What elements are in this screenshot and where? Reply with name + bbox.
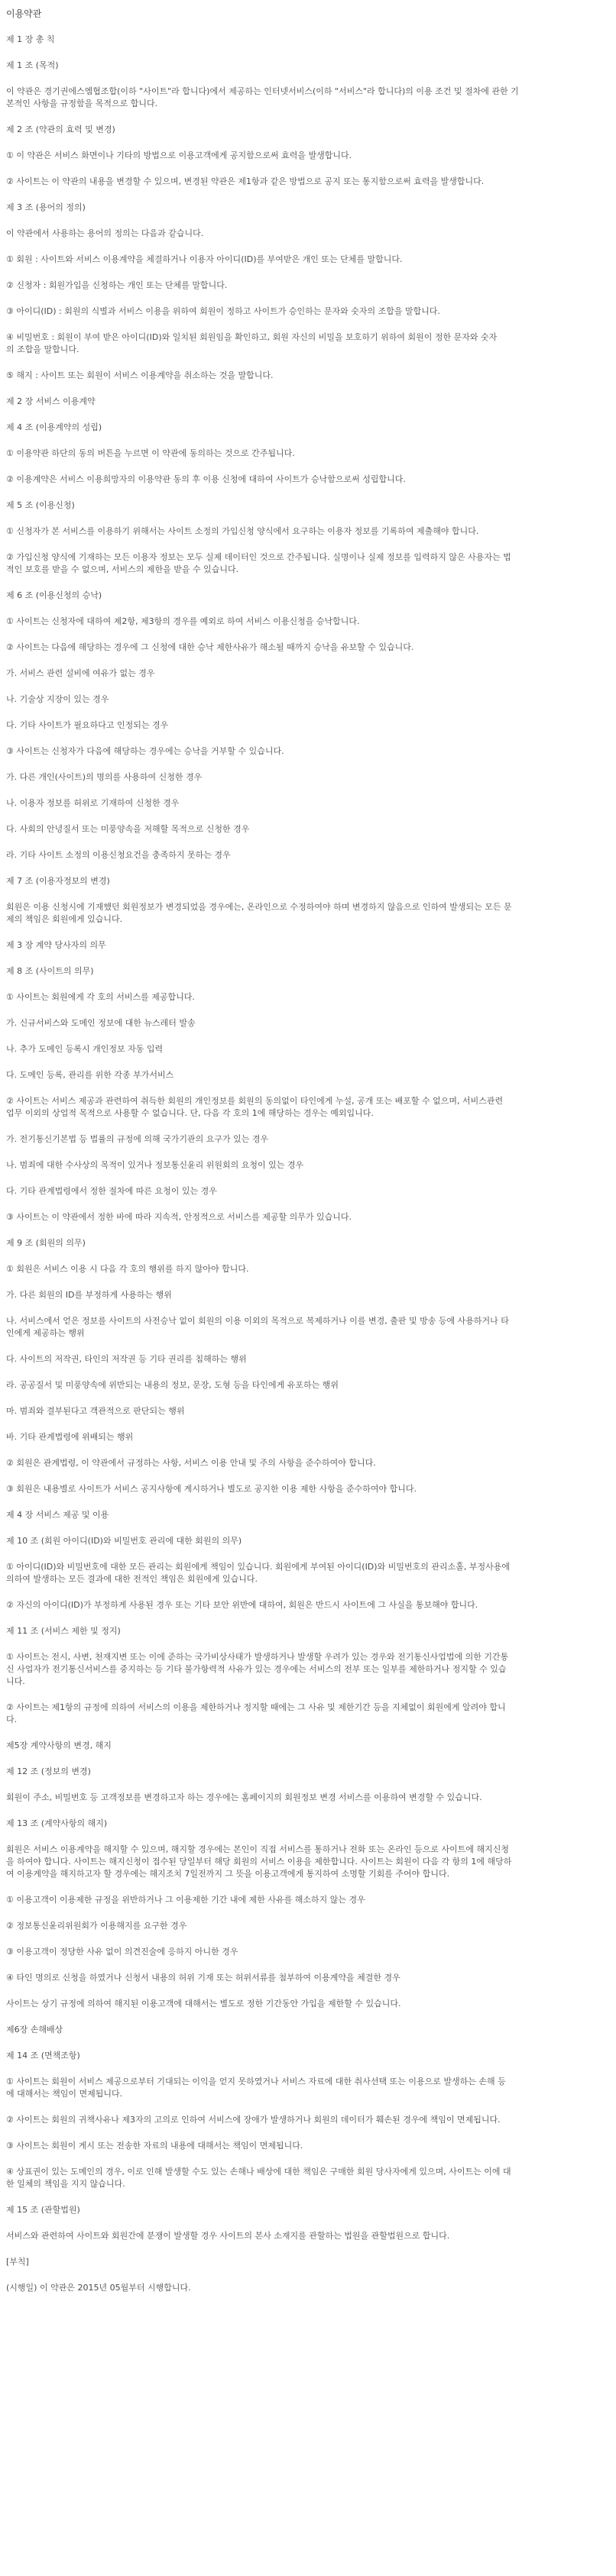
paragraph-line: ① 이용고객이 이용제한 규정을 위반하거나 그 이용제한 기간 내에 제한 사유를 해소하지 않는 경우 (6, 1895, 365, 1905)
paragraph-line: 제 1 장 총 칙 (6, 34, 55, 44)
paragraph-line: ① 신청자가 본 서비스를 이용하기 위해서는 사이트 소정의 가입신청 양식에서 요구하는 이용자 정보를 기록하여 제출해야 합니다. (6, 526, 479, 536)
terms-paragraph (6, 2204, 598, 2216)
terms-paragraph (6, 370, 598, 382)
paragraph-line: 본적인 사항을 규정함을 목적으로 합니다. (6, 99, 158, 108)
terms-paragraph (6, 1702, 598, 1726)
paragraph-line: 신 사업자가 전기통신서비스를 중지하는 등 기타 불가항력적 사유가 있는 경우에는 서비스의 전부 또는 일부를 제한하거나 정지할 수 있습 (6, 1664, 507, 1674)
terms-paragraph (6, 823, 598, 836)
terms-paragraph (6, 1133, 598, 1146)
terms-paragraph (6, 797, 598, 810)
paragraph-line: ③ 사이트는 신청자가 다음에 해당하는 경우에는 승낙을 거부할 수 있습니다. (6, 746, 284, 756)
paragraph-line: 마. 범죄와 결부된다고 객관적으로 판단되는 행위 (6, 1406, 185, 1416)
paragraph-line: ③ 회원은 내용별로 사이트가 서비스 공지사항에 게시하거나 별도로 공지한 이용 제한 사항을 준수하여야 합니다. (6, 1484, 417, 1494)
terms-paragraph (6, 1185, 598, 1198)
terms-paragraph (6, 202, 598, 214)
paragraph-line: 제 11 조 (서비스 제한 및 정지) (6, 1626, 121, 1636)
terms-paragraph (6, 34, 598, 46)
terms-paragraph (6, 745, 598, 758)
terms-paragraph (6, 1379, 598, 1391)
paragraph-line: 제 14 조 (면책조항) (6, 2051, 80, 2060)
paragraph-line: 제 7 조 (이용자정보의 변경) (6, 876, 110, 886)
paragraph-line: [부칙] (6, 2257, 29, 2267)
terms-paragraph (6, 875, 598, 887)
terms-paragraph (6, 1237, 598, 1249)
terms-paragraph (6, 991, 598, 1004)
paragraph-line: 다. (6, 1715, 18, 1724)
paragraph-line: 제 2 장 서비스 이용계약 (6, 396, 96, 406)
terms-paragraph (6, 1289, 598, 1301)
paragraph-line: 나. 기술상 지장이 있는 경우 (6, 694, 109, 704)
terms-paragraph (6, 719, 598, 732)
terms-paragraph (6, 150, 598, 162)
terms-paragraph (6, 939, 598, 952)
terms-paragraph (6, 1920, 598, 1932)
paragraph-line: 나. 서비스에서 얻은 정보를 사이트의 사전승낙 없이 회원의 이용 이외의 목적으로 복제하거나 이를 변경, 출판 및 방송 등에 사용하거나 타 (6, 1316, 509, 1326)
paragraph-line: 에 대해서는 책임이 면제됩니다. (6, 2089, 123, 2099)
paragraph-line: ② 이용계약은 서비스 이용희망자의 이용약관 동의 후 이용 신청에 대하여 사이트가 승낙함으로써 성립합니다. (6, 474, 406, 484)
terms-paragraph (6, 1211, 598, 1223)
paragraph-line: 다. 기타 관계법령에서 정한 절차에 따른 요청이 있는 경우 (6, 1186, 217, 1196)
paragraph-line: ① 사이트는 회원이 서비스 제공으로부터 기대되는 이익을 얻지 못하였거나 서비스 자료에 대한 취사선택 또는 이용으로 발생하는 손해 등 (6, 2077, 506, 2086)
paragraph-line: 가. 다른 회원의 ID를 부정하게 사용하는 행위 (6, 1290, 172, 1300)
paragraph-line: ③ 사이트는 회원이 게시 또는 전송한 자료의 내용에 대해서는 책임이 면제됩니다. (6, 2141, 303, 2151)
terms-paragraph (6, 1405, 598, 1417)
terms-paragraph (6, 2166, 598, 2190)
paragraph-line: 이 약관은 경기권에스엠협조합(이하 "사이트"라 합니다)에서 제공하는 인터넷서비스(이하 "서비스"라 합니다)의 이용 조건 및 절차에 관한 기 (6, 86, 519, 96)
terms-paragraph (6, 280, 598, 292)
paragraph-line: 제 12 조 (정보의 변경) (6, 1766, 91, 1776)
paragraph-line: 적인 보호를 받을 수 없으며, 서비스의 제한을 받을 수 있습니다. (6, 564, 239, 574)
terms-paragraph (6, 331, 598, 356)
paragraph-line: ① 이용약관 하단의 동의 버튼을 누르면 이 약관에 동의하는 것으로 간주됩니다. (6, 448, 295, 458)
terms-paragraph (6, 1483, 598, 1495)
terms-paragraph (6, 60, 598, 72)
terms-paragraph (6, 642, 598, 654)
paragraph-line: 사이트는 상기 규정에 의하여 해지된 이용고객에 대해서는 별도로 정한 기간동안 가입을 제한할 수 있습니다. (6, 1999, 401, 2009)
paragraph-line: ② 신청자 : 회원가입을 신청하는 개인 또는 단체를 말합니다. (6, 280, 228, 290)
paragraph-line: 제 4 조 (이용계약의 성립) (6, 422, 102, 432)
terms-paragraph (6, 254, 598, 266)
terms-paragraph (6, 1457, 598, 1469)
terms-paragraph (6, 2024, 598, 2036)
terms-paragraph (6, 1651, 598, 1688)
terms-paragraph (6, 1792, 598, 1804)
paragraph-line: 을 하여야 합니다. 사이트는 해지신청이 접수된 당일부터 해당 회원의 서비스 이용을 제한합니다. 사이트는 회원이 다음 각 항의 1에 해당하 (6, 1857, 512, 1867)
document-title (6, 8, 598, 20)
terms-paragraph (6, 124, 598, 136)
paragraph-line: ② 회원은 관계법령, 이 약관에서 규정하는 사항, 서비스 이용 안내 및 주의 사항을 준수하여야 합니다. (6, 1458, 376, 1468)
paragraph-line: 제 2 조 (약관의 효력 및 변경) (6, 124, 115, 134)
terms-paragraph (6, 551, 598, 576)
terms-paragraph (6, 448, 598, 460)
terms-paragraph (6, 965, 598, 978)
terms-paragraph (6, 525, 598, 538)
terms-paragraph (6, 1263, 598, 1275)
paragraph-line: 가. 전기통신기본법 등 법률의 규정에 의해 국가기관의 요구가 있는 경우 (6, 1134, 269, 1144)
terms-paragraph (6, 1315, 598, 1340)
paragraph-line: 의 조합을 말합니다. (6, 344, 79, 354)
terms-paragraph (6, 1766, 598, 1778)
terms-paragraph (6, 176, 598, 188)
paragraph-line: 나. 범죄에 대한 수사상의 목적이 있거나 정보통신윤리 위원회의 요청이 있는 경우 (6, 1160, 304, 1170)
paragraph-line: 업무 이외의 상업적 목적으로 사용할 수 없습니다. 단, 다음 각 호의 1에 해당하는 경우는 예외입니다. (6, 1108, 374, 1118)
terms-paragraph (6, 2256, 598, 2268)
paragraph-line: ③ 이용고객이 정당한 사유 없이 의견진술에 응하지 아니한 경우 (6, 1947, 238, 1957)
paragraph-line: 제 5 조 (이용신청) (6, 500, 75, 510)
terms-paragraph (6, 1353, 598, 1366)
paragraph-line: 서비스와 관련하여 사이트와 회원간에 분쟁이 발생할 경우 사이트의 본사 소재지를 관할하는 법원을 관할법원으로 합니다. (6, 2231, 450, 2241)
paragraph-line: ② 정보통신윤리위원회가 이용해지를 요구한 경우 (6, 1921, 187, 1931)
paragraph-line: 가. 신규서비스와 도메인 정보에 대한 뉴스레터 발송 (6, 1018, 196, 1028)
paragraph-line: 제 9 조 (회원의 의무) (6, 1238, 86, 1248)
paragraph-line: 한 일체의 책임을 지지 않습니다. (6, 2179, 125, 2189)
paragraph-line: ③ 아이디(ID) : 회원의 식별과 서비스 이용을 위하여 회원이 정하고 사이트가 승인하는 문자와 숫자의 조합을 말합니다. (6, 306, 440, 316)
paragraph-line: ④ 타인 명의로 신청을 하였거나 신청서 내용의 허위 기재 또는 허위서류를 첨부하여 이용계약을 체결한 경우 (6, 1973, 400, 1983)
paragraph-line: ② 가입신청 양식에 기재하는 모든 이용자 정보는 모두 실제 데이터인 것으로 간주됩니다. 실명이나 실제 정보를 입력하지 않은 사용자는 법 (6, 552, 511, 562)
terms-paragraph (6, 693, 598, 706)
paragraph-line: 제 8 조 (사이트의 의무) (6, 966, 94, 976)
paragraph-line: 의하여 발생하는 모든 결과에 대한 전적인 책임은 회원에게 있습니다. (6, 1574, 258, 1584)
terms-paragraph (6, 1599, 598, 1611)
paragraph-line: 회원은 이용 신청시에 기재했던 회원정보가 변경되었을 경우에는, 온라인으로 수정하여야 하며 변경하지 않음으로 인하여 발생되는 모든 문 (6, 902, 512, 912)
paragraph-line: ④ 상표권이 있는 도메인의 경우, 이로 인해 발생할 수도 있는 손해나 배상에 대한 책임은 구매한 회원 당사자에게 있으며, 사이트는 이에 대 (6, 2167, 511, 2177)
paragraph-line: 가. 다른 개인(사이트)의 명의를 사용하여 신청한 경우 (6, 772, 203, 782)
paragraph-line: ① 사이트는 전시, 사변, 천재지변 또는 이에 준하는 국가비상사태가 발생하거나 발생할 우려가 있는 경우와 전기통신사업법에 의한 기간통 (6, 1652, 509, 1662)
terms-paragraph (6, 1043, 598, 1055)
paragraph-line: ② 사이트는 이 약관의 내용을 변경할 수 있으며, 변경된 약관은 제1항과 같은 방법으로 공지 또는 통지함으로써 효력을 발생합니다. (6, 176, 485, 186)
paragraph-line: 이 약관에서 사용하는 용어의 정의는 다음과 같습니다. (6, 228, 204, 238)
paragraph-line: 제 3 장 계약 당사자의 의무 (6, 940, 106, 950)
paragraph-line: ① 이 약관은 서비스 화면이나 기타의 방법으로 이용고객에게 공지함으로써 효력을 발생합니다. (6, 150, 352, 160)
paragraph-line: 제 10 조 (회원 아이디(ID)와 비밀번호 관리에 대한 회원의 의무) (6, 1536, 242, 1546)
paragraph-line: ① 사이트는 회원에게 각 호의 서비스를 제공합니다. (6, 992, 195, 1002)
terms-paragraph (6, 1946, 598, 1958)
terms-paragraph (6, 228, 598, 240)
terms-paragraph (6, 2140, 598, 2152)
terms-paragraph (6, 396, 598, 408)
paragraph-line: ② 사이트는 다음에 해당하는 경우에 그 신청에 대한 승낙 제한사유가 해소될 때까지 승낙을 유보할 수 있습니다. (6, 642, 414, 652)
terms-paragraph (6, 2282, 598, 2294)
terms-paragraph (6, 2050, 598, 2062)
paragraph-line: ⑤ 해지 : 사이트 또는 회원이 서비스 이용계약을 취소하는 것을 말합니다. (6, 370, 274, 380)
terms-paragraph (6, 771, 598, 784)
paragraph-line: 니다. (6, 1676, 25, 1686)
paragraph-line: 인에게 제공하는 행위 (6, 1328, 85, 1338)
paragraph-line: ② 사이트는 회원의 귀책사유나 제3자의 고의로 인하여 서비스에 장애가 발생하거나 회원의 데이터가 훼손된 경우에 책임이 면제됩니다. (6, 2115, 501, 2125)
paragraph-line: 제 13 조 (계약사항의 해지) (6, 1818, 108, 1828)
paragraph-line: 제 4 장 서비스 제공 및 이용 (6, 1510, 109, 1520)
paragraph-line: ③ 사이트는 이 약관에서 정한 바에 따라 지속적, 안정적으로 서비스를 제공할 의무가 있습니다. (6, 1212, 352, 1222)
paragraph-line: 라. 공공질서 및 미풍양속에 위반되는 내용의 정보, 문장, 도형 등을 타인에게 유포하는 행위 (6, 1380, 339, 1390)
paragraph-line: 나. 추가 도메인 등록시 개인정보 자동 입력 (6, 1044, 164, 1054)
paragraph-line: 제5장 계약사항의 변경, 해지 (6, 1740, 112, 1750)
terms-paragraph (6, 1509, 598, 1521)
terms-paragraph (6, 849, 598, 861)
paragraph-line: 라. 기타 사이트 소정의 이용신청요건을 충족하지 못하는 경우 (6, 850, 231, 860)
paragraph-line: 제 3 조 (용어의 정의) (6, 202, 86, 212)
paragraph-line: ① 회원은 서비스 이용 시 다음 각 호의 행위를 하지 않아야 합니다. (6, 1264, 249, 1274)
terms-paragraph (6, 2076, 598, 2100)
terms-paragraph (6, 1818, 598, 1830)
paragraph-line: 다. 도메인 등록, 관리를 위한 각종 부가서비스 (6, 1070, 174, 1080)
paragraph-line: (시행일) 이 약관은 2015년 05월부터 시행합니다. (6, 2283, 191, 2293)
paragraph-line: 다. 기타 사이트가 필요하다고 인정되는 경우 (6, 720, 169, 730)
paragraph-line: 제6장 손해배상 (6, 2025, 63, 2035)
paragraph-line: ④ 비밀번호 : 회원이 부여 받은 아이디(ID)와 일치된 회원임을 확인하고, 회원 자신의 비밀을 보호하기 위하여 회원이 정한 문자와 숫자 (6, 332, 498, 342)
paragraph-line: 이용약관 (6, 8, 42, 19)
terms-paragraph (6, 1740, 598, 1752)
terms-paragraph (6, 86, 598, 110)
terms-paragraph (6, 616, 598, 628)
terms-paragraph (6, 1431, 598, 1443)
terms-paragraph (6, 1017, 598, 1029)
paragraph-line: 바. 기타 관계법령에 위배되는 행위 (6, 1432, 134, 1442)
paragraph-line: 제의 책임은 회원에게 있습니다. (6, 914, 123, 924)
paragraph-line: ① 사이트는 신청자에 대하여 제2항, 제3항의 경우를 예외로 하여 서비스 이용신청을 승낙합니다. (6, 616, 360, 626)
terms-paragraph (6, 1561, 598, 1585)
terms-paragraph (6, 1972, 598, 1984)
terms-paragraph (6, 1159, 598, 1172)
paragraph-line: 다. 사회의 안녕질서 또는 미풍양속을 저해할 목적으로 신청한 경우 (6, 824, 250, 834)
paragraph-line: ② 사이트는 서비스 제공과 관련하여 취득한 회원의 개인정보를 회원의 동의없이 타인에게 누설, 공개 또는 배포할 수 없으며, 서비스관련 (6, 1096, 504, 1106)
paragraph-line: 가. 서비스 관련 설비에 여유가 없는 경우 (6, 668, 155, 678)
paragraph-line: ① 아이디(ID)와 비밀번호에 대한 모든 관리는 회원에게 책임이 있습니다. 회원에게 부여된 아이디(ID)와 비밀번호의 관리소홀, 부정사용에 (6, 1562, 510, 1572)
terms-paragraph (6, 1625, 598, 1637)
terms-paragraph (6, 1535, 598, 1547)
terms-paragraph (6, 499, 598, 512)
terms-paragraph (6, 1844, 598, 1880)
terms-paragraph (6, 2230, 598, 2242)
paragraph-line: 나. 이용자 정보를 허위로 기재하여 신청한 경우 (6, 798, 180, 808)
paragraph-line: 제 1 조 (목적) (6, 60, 59, 70)
terms-paragraph (6, 422, 598, 434)
terms-paragraph (6, 1095, 598, 1120)
paragraph-line: 여 이용계약을 해지하고자 할 경우에는 해지조치 7일전까지 그 뜻을 이용고객에게 통지하여 소명할 기회를 주어야 합니다. (6, 1869, 450, 1879)
paragraph-line: 회원은 서비스 이용계약을 해지할 수 있으며, 해지할 경우에는 본인이 직접 서비스를 통하거나 전화 또는 온라인 등으로 사이트에 해지신청 (6, 1844, 509, 1854)
paragraph-line: 제 6 조 (이용신청의 승낙) (6, 590, 102, 600)
paragraph-line: 제 15 조 (관할법원) (6, 2205, 80, 2215)
terms-paragraph (6, 305, 598, 318)
terms-paragraph (6, 2114, 598, 2126)
terms-paragraph (6, 1894, 598, 1906)
terms-paragraph (6, 474, 598, 486)
paragraph-line: ② 사이트는 제1항의 규정에 의하여 서비스의 이용을 제한하거나 정지할 때에는 그 사유 및 제한기간 등을 지체없이 회원에게 알려야 합니 (6, 1702, 506, 1712)
terms-paragraph (6, 667, 598, 680)
paragraph-line: 회원이 주소, 비밀번호 등 고객정보를 변경하고자 하는 경우에는 홈페이지의 회원정보 변경 서비스를 이용하여 변경할 수 있습니다. (6, 1792, 482, 1802)
paragraph-line: 다. 사이트의 저작권, 타인의 저작권 등 기타 권리를 침해하는 행위 (6, 1354, 247, 1364)
paragraph-line: ② 자신의 아이디(ID)가 부정하게 사용된 경우 또는 기타 보안 위반에 대하여, 회원은 반드시 사이트에 그 사실을 통보해야 합니다. (6, 1600, 478, 1610)
terms-paragraph (6, 901, 598, 926)
terms-paragraph (6, 1069, 598, 1081)
paragraph-line: ① 회원 : 사이트와 서비스 이용계약을 체결하거나 이용자 아이디(ID)를 부여받은 개인 또는 단체를 말합니다. (6, 254, 403, 264)
terms-paragraph (6, 590, 598, 602)
terms-paragraph (6, 1998, 598, 2010)
